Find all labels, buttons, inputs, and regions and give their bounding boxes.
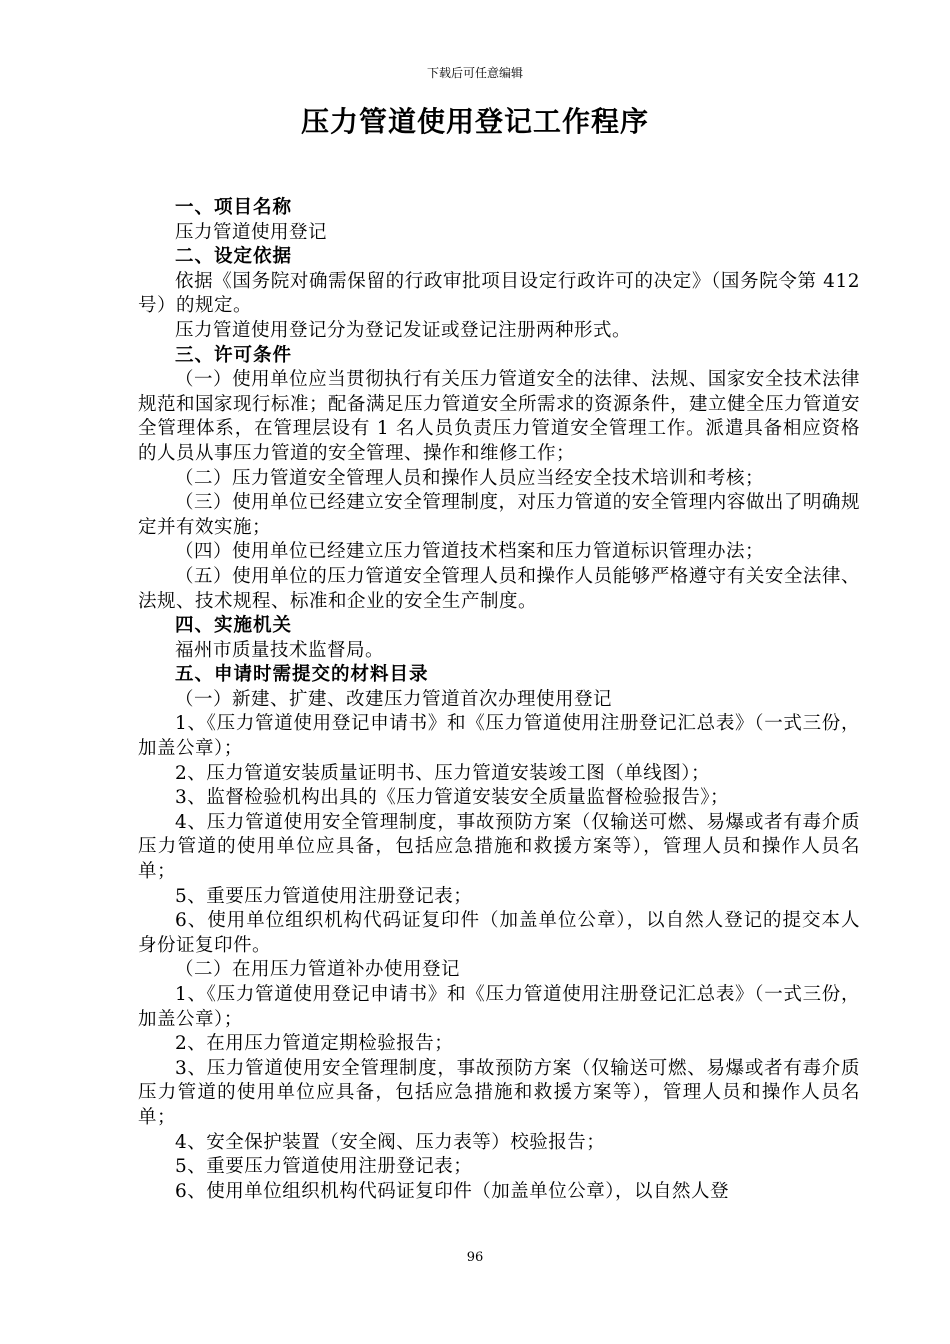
paragraph: 4、安全保护装置（安全阀、压力表等）校验报告；	[175, 1131, 606, 1153]
paragraph: 5、重要压力管道使用注册登记表；	[175, 885, 473, 907]
section-heading-materials-list: 五、申请时需提交的材料目录	[175, 664, 429, 686]
paragraph: （三）使用单位已经建立安全管理制度，对压力管道的安全管理内容做出了明确规定并有效实施；	[138, 492, 860, 538]
paragraph: 压力管道使用登记	[175, 221, 328, 243]
document-title: 压力管道使用登记工作程序	[300, 105, 649, 138]
paragraph: （五）使用单位的压力管道安全管理人员和操作人员能够严格遵守有关安全法律、法规、技术规程、标准和企业的安全生产制度。	[138, 565, 860, 612]
paragraph: 6、使用单位组织机构代码证复印件（加盖单位公章），以自然人登记的提交本人身份证复印件。	[138, 910, 860, 956]
section-heading-license-conditions: 三、许可条件	[175, 344, 293, 366]
page-number: 96	[466, 1250, 484, 1265]
paragraph: 福州市质量技术监督局。	[175, 639, 385, 661]
paragraph: 1、《压力管道使用登记申请书》和《压力管道使用注册登记汇总表》（一式三份，加盖公章）；	[138, 713, 860, 760]
document-body	[138, 196, 860, 1204]
paragraph: 6、使用单位组织机构代码证复印件（加盖单位公章），以自然人登	[175, 1180, 730, 1202]
paragraph: 4、压力管道使用安全管理制度，事故预防方案（仅输送可燃、易爆或者有毒介质压力管道的使用单位应具备，包括应急措施和救援方案等），管理人员和操作人员名单；	[138, 811, 860, 883]
section-heading-item-name: 一、项目名称	[175, 197, 293, 218]
paragraph: 压力管道使用登记分为登记发证或登记注册两种形式。	[175, 319, 632, 341]
section-heading-legal-basis: 二、设定依据	[175, 246, 293, 268]
paragraph: 1、《压力管道使用登记申请书》和《压力管道使用注册登记汇总表》（一式三份，加盖公章）；	[138, 984, 860, 1030]
paragraph: 3、监督检验机构出具的《压力管道安装安全质量监督检验报告》；	[175, 787, 730, 809]
page-header: 下载后可任意编辑	[426, 66, 523, 80]
paragraph: 2、在用压力管道定期检验报告；	[175, 1033, 454, 1055]
paragraph: 2、压力管道安装质量证明书、压力管道安装竣工图（单线图）；	[175, 762, 711, 784]
section-heading-implementing-agency: 四、实施机关	[175, 615, 293, 637]
paragraph: （四）使用单位已经建立压力管道技术档案和压力管道标识管理办法；	[175, 541, 765, 563]
paragraph: （二）在用压力管道补办使用登记	[175, 959, 461, 981]
paragraph: （一）新建、扩建、改建压力管道首次办理使用登记	[175, 688, 613, 710]
paragraph: （二）压力管道安全管理人员和操作人员应当经安全技术培训和考核；	[175, 467, 765, 489]
paragraph: 依据《国务院对确需保留的行政审批项目设定行政许可的决定》（国务院令第 412 号）的规定。	[138, 270, 860, 317]
paragraph: （一）使用单位应当贯彻执行有关压力管道安全的法律、法规、国家安全技术法律规范和国家现行标准；配备满足压力管道安全所需求的资源条件，建立健全压力管道安全管理体系，在管理层设有 1 名人员负责压力管道安全管理工作。派遣具备相应资格的人员从事压力管道的安全管理、操作和维修工作；	[138, 369, 861, 464]
paragraph: 5、重要压力管道使用注册登记表；	[175, 1156, 473, 1178]
paragraph: 3、压力管道使用安全管理制度，事故预防方案（仅输送可燃、易爆或者有毒介质压力管道的使用单位应具备，包括应急措施和救援方案等），管理人员和操作人员名单；	[138, 1057, 860, 1128]
